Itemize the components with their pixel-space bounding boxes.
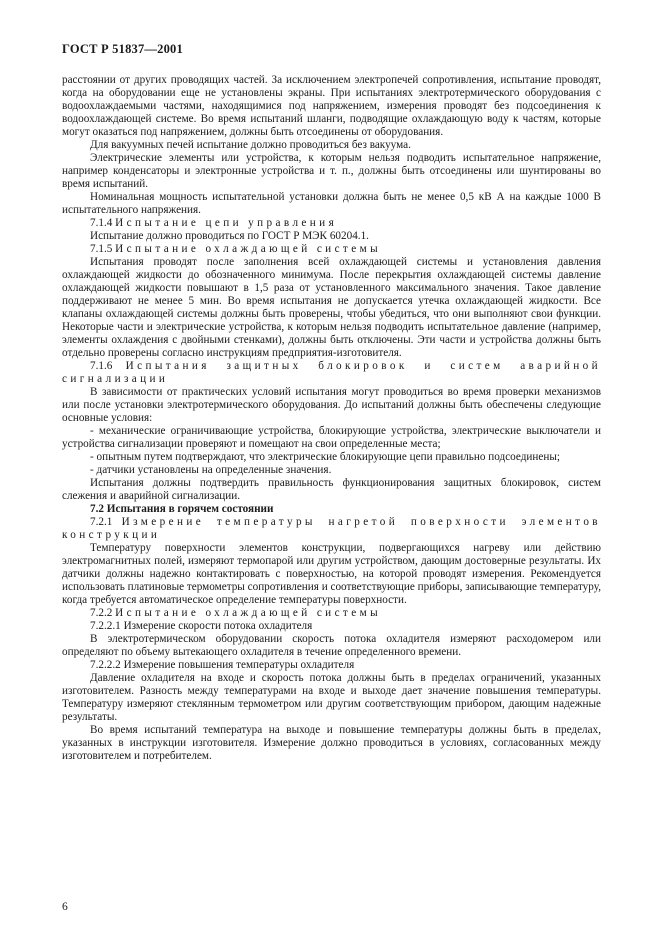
section-heading (62, 360, 601, 386)
paragraph: Испытания должны подтвердить правильность функционирования защитных блокировок, систем слежения и аварийной сигнализации. (62, 477, 601, 502)
page-number: 6 (62, 901, 68, 913)
paragraph: - механические ограничивающие устройства, блокирующие устройства, электрические выключатели и устройства сигнализации проверяют и помещают на свои определенные места; (62, 425, 601, 450)
section-title: Испытания защитных блокировок и систем аварийной сигнализации (62, 360, 601, 385)
section-heading (62, 607, 601, 620)
section-title: Испытание охлаждающей системы (115, 607, 381, 619)
standard-header: ГОСТ Р 51837—2001 (62, 42, 183, 56)
paragraph: Во время испытаний температура на выходе и повышение температуры должны быть в пределах, указанных в инструкции изготовителя. Измерение должно проводиться в условиях, согласованных между изготовителем и потребителем. (62, 724, 601, 762)
section-number: 7.1.4 (90, 217, 113, 229)
paragraph: Температуру поверхности элементов конструкции, подвергающихся нагреву или действию электромагнитных полей, измеряют термопарой или другим устройством, дающим достоверные результаты. Их датчики должны надежно контактировать с поверхностью, на которой проводят измерения. Рекомендуется использовать платиновые термометры сопротивления и соответствующие приборы, записывающие температуру, когда требуется автоматическое определение температуры поверхности. (62, 542, 601, 606)
section-title: Измерение температуры нагретой поверхности элементов конструкции (62, 516, 601, 541)
section-number: 7.1.6 (90, 360, 113, 372)
paragraph: 7.2.2.1 Измерение скорости потока охладителя (90, 620, 313, 632)
paragraph: Испытание должно проводиться по ГОСТ Р МЭК 60204.1. (90, 230, 369, 242)
section-title: Испытание цепи управления (115, 217, 338, 229)
paragraph: - опытным путем подтверждают, что электрические блокирующие цепи правильно подсоединены; (90, 451, 560, 463)
paragraph: Номинальная мощность испытательной установки должна быть не менее 0,5 кВ А на каждые 1000 В испытательного напряжения. (62, 191, 601, 216)
section-heading (62, 217, 601, 230)
paragraph: расстоянии от других проводящих частей. За исключением электропечей сопротивления, испытание проводят, когда на оборудовании еще не установлены экраны. При испытаниях электротермического оборудования с водоохлаждаемыми частями, находящимися под напряжением, измерения проводят без подсоединения к водоохлаждающей системе. Во время испытаний шланги, подводящие охлаждающую воду к частям, которые могут оказаться под напряжением, должны быть отсоединены от оборудования. (62, 74, 601, 138)
paragraph: - датчики установлены на определенные значения. (90, 464, 332, 476)
paragraph: Испытания проводят после заполнения всей охлаждающей системы и установления давления охлаждающей жидкости до обозначенного минимума. После перекрытия охлаждающей системы давление охлаждающей жидкости повышают в 1,5 раза от установленного максимального значения. Такое давление поддерживают не менее 5 мин. Во время испытания не допускается утечка охлаждающей жидкости. Все клапаны охлаждающей системы должны быть проверены, чтобы убедиться, что они выполняют свои функции. Некоторые части и электрические устройства, к которым нельзя подводить испытательное давление (например, элементы охлаждения с двойными стенками), должны быть отключены. Эти части и устройства должны быть отдельно проверены согласно инструкциям предприятия-изготовителя. (62, 256, 601, 359)
paragraph: 7.2.2.2 Измерение повышения температуры охладителя (90, 659, 355, 671)
paragraph: Электрические элементы или устройства, к которым нельзя подводить испытательное напряжение, например конденсаторы и электронные устройства и т. п., должны быть отсоединены или шунтированы во время испытаний. (62, 152, 601, 190)
section-title: Испытание охлаждающей системы (115, 243, 381, 255)
section-number: 7.1.5 (90, 243, 113, 255)
paragraph: Для вакуумных печей испытание должно проводиться без вакуума. (90, 139, 411, 151)
document-body (62, 74, 601, 763)
section-number: 7.2.1 (90, 516, 113, 528)
paragraph: Давление охладителя на входе и скорость потока должны быть в пределах ограничений, указанных изготовителем. Разность между температурами на входе и выходе дает значение повышения температуры. Температуру измеряют стеклянным термометром или другим соответствующим прибором, дающим надежные результаты. (62, 672, 601, 723)
section-heading (62, 516, 601, 542)
paragraph: В электротермическом оборудовании скорость потока охладителя измеряют расходомером или определяют по объему вытекающего охладителя в течение определенного времени. (62, 633, 601, 658)
subsection-heading: 7.2 Испытания в горячем состоянии (90, 503, 274, 515)
section-heading (62, 243, 601, 256)
paragraph: В зависимости от практических условий испытания могут проводиться во время проверки механизмов или после установки электротермического оборудования. До испытаний должны быть обеспечены следующие основные условия: (62, 386, 601, 424)
section-number: 7.2.2 (90, 607, 113, 619)
